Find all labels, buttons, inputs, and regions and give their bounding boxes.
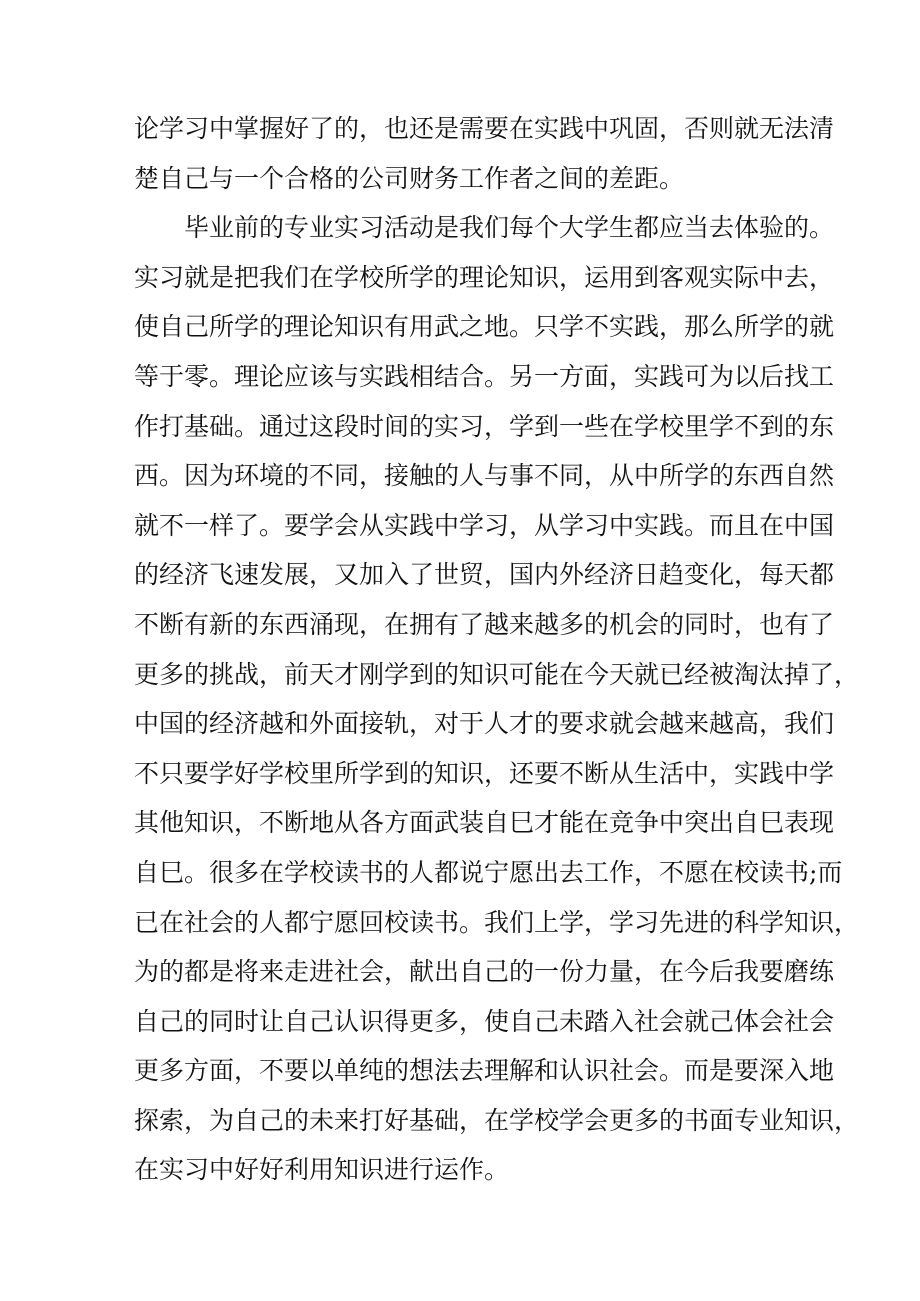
text-line: 自巳。很多在学校读书的人都说宁愿出去工作，不愿在校读书;而	[134, 857, 843, 887]
text-line: 不断有新的东西涌现，在拥有了越来越多的机会的同时，也有了	[134, 609, 835, 639]
text-line: 的经济飞速发展，又加入了世贸，国内外经济日趋变化，每天都	[134, 560, 835, 590]
text-line: 更多方面，不要以单纯的想法去理解和认识社会。而是要深入地	[134, 1056, 835, 1086]
text-line: 在实习中好好利用知识进行运作。	[134, 1155, 510, 1185]
text-line: 西。因为环境的不同，接触的人与事不同，从中所学的东西自然	[134, 461, 835, 491]
text-line: 就不一样了。要学会从实践中学习，从学习中实践。而且在中国	[134, 510, 835, 540]
text-line: 实习就是把我们在学校所学的理论知识，运用到客观实际中去，	[134, 262, 835, 292]
text-line: 自己的同时让自己认识得更多，使自己未踏入社会就己体会社会	[134, 1006, 835, 1036]
text-line: 为的都是将来走进社会，献出自己的一份力量，在今后我要磨练	[134, 957, 835, 987]
text-line: 不只要学好学校里所学到的知识，还要不断从生活中，实践中学	[134, 758, 835, 788]
text-line: 探索，为自己的未来打好基础，在学校学会更多的书面专业知识，	[134, 1105, 860, 1135]
text-line: 已在社会的人都宁愿回校读书。我们上学，学习先进的科学知识，	[134, 907, 860, 937]
text-line: 等于零。理论应该与实践相结合。另一方面，实践可为以后找工	[134, 361, 835, 391]
paragraph-first-line: 毕业前的专业实习活动是我们每个大学生都应当去体验的。	[184, 213, 835, 243]
body-text	[134, 104, 860, 1195]
text-line: 使自己所学的理论知识有用武之地。只学不实践，那么所学的就	[134, 312, 835, 342]
text-line: 论学习中掌握好了的，也还是需要在实践中巩固，否则就无法清	[134, 114, 835, 143]
text-line: 中国的经济越和外面接轨，对于人才的要求就会越来越高，我们	[134, 709, 835, 739]
text-line: 作打基础。通过这段时间的实习，学到一些在学校里学不到的东	[134, 411, 835, 441]
text-line: 楚自己与一个合格的公司财务工作者之间的差距。	[134, 163, 685, 193]
text-line: 其他知识，不断地从各方面武装自巳才能在竞争中突出自巳表现	[134, 808, 835, 838]
text-line: 更多的挑战，前天才刚学到的知识可能在今天就已经被淘汰掉了，	[134, 659, 860, 689]
